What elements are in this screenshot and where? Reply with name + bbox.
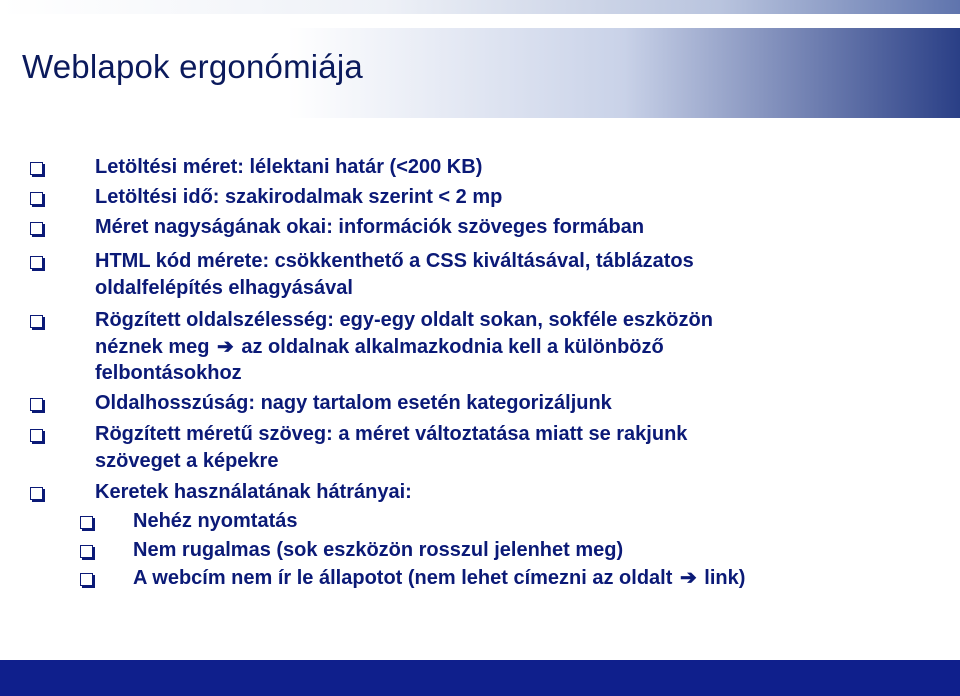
slide-title: Weblapok ergonómiája: [22, 48, 363, 85]
checkbox-bullet-icon: [30, 429, 43, 442]
right-arrow-icon: ➔: [217, 335, 234, 358]
checkbox-bullet-icon: [80, 573, 93, 586]
top-decor-band: [0, 0, 960, 14]
checkbox-bullet-icon: [80, 545, 93, 558]
checkbox-bullet-icon: [30, 398, 43, 411]
checkbox-bullet-icon: [30, 256, 43, 269]
checkbox-bullet-icon: [30, 487, 43, 500]
right-arrow-icon: ➔: [679, 567, 697, 589]
checkbox-bullet-icon: [30, 192, 43, 205]
checkbox-bullet-icon: [30, 162, 43, 175]
checkbox-bullet-icon: [30, 315, 43, 328]
checkbox-bullet-icon: [80, 516, 93, 529]
bottom-decor-bar: [0, 660, 960, 696]
checkbox-bullet-icon: [30, 222, 43, 235]
